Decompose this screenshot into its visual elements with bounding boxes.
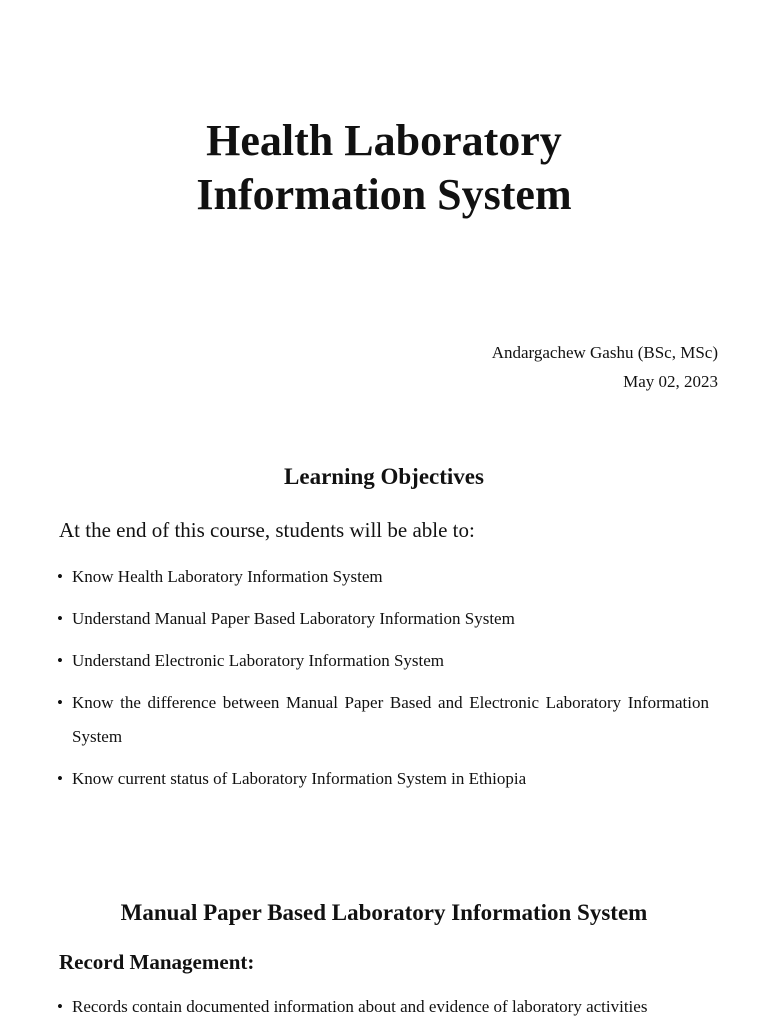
list-item — [57, 686, 709, 754]
record-management-heading: Record Management: — [59, 950, 255, 974]
author-block — [492, 338, 718, 396]
bullet-icon: • — [57, 693, 63, 712]
objective-text: Know current status of Laboratory Information System in Ethiopia — [72, 769, 527, 788]
manual-system-heading: Manual Paper Based Laboratory Information System — [120, 900, 648, 925]
learning-objectives-heading: Learning Objectives — [284, 464, 484, 489]
author-name: Andargachew Gashu (BSc, MSc) — [491, 343, 718, 362]
list-item — [57, 992, 743, 1022]
records-list — [57, 992, 743, 1022]
document-date: May 02, 2023 — [623, 372, 718, 391]
record-text: Records contain documented information about and evidence of laboratory activities — [72, 997, 648, 1016]
list-item — [57, 644, 709, 678]
list-item — [57, 602, 709, 636]
objective-text: Know Health Laboratory Information System — [72, 567, 383, 586]
bullet-icon: • — [57, 651, 63, 670]
document-title — [0, 114, 768, 222]
objectives-intro: At the end of this course, students will be able to: — [59, 518, 475, 542]
bullet-icon: • — [57, 769, 63, 788]
objective-text: Understand Manual Paper Based Laboratory Information System — [72, 609, 515, 628]
bullet-icon: • — [57, 997, 63, 1016]
list-item — [57, 560, 709, 594]
objective-text: Know the difference between Manual Paper Based and Electronic Laboratory Information System — [72, 693, 709, 746]
objectives-list — [57, 560, 709, 804]
bullet-icon: • — [57, 567, 63, 586]
objective-text: Understand Electronic Laboratory Information System — [72, 651, 444, 670]
title-line-1: Health Laboratory — [206, 116, 562, 165]
bullet-icon: • — [57, 609, 63, 628]
list-item — [57, 762, 709, 796]
title-line-2: Information System — [196, 170, 572, 219]
